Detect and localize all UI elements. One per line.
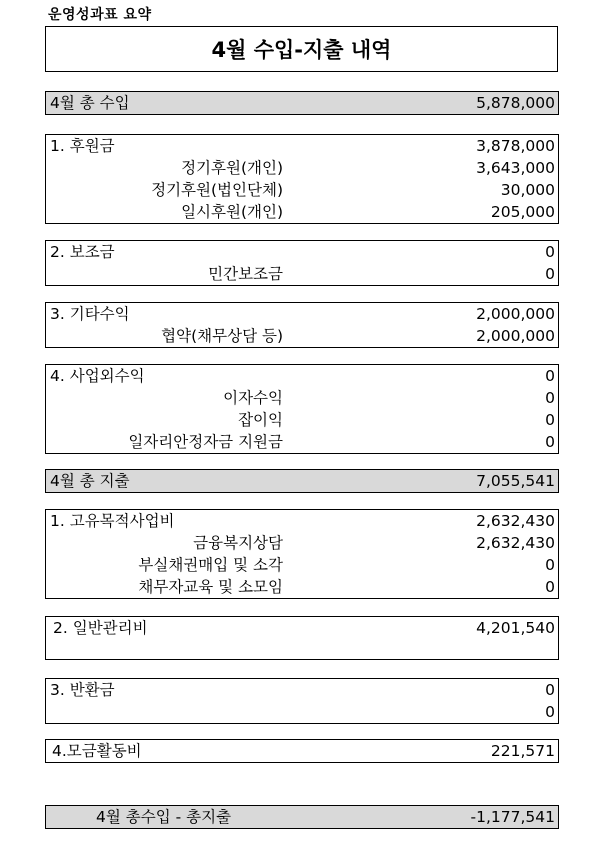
item-value: 0	[545, 389, 555, 407]
income-section-donations	[45, 134, 559, 224]
expense-total-label: 4월 총 지출	[50, 472, 130, 490]
section-label: 1. 고유목적사업비	[50, 512, 175, 530]
item-value: 3,643,000	[476, 159, 555, 177]
section-value: 221,571	[490, 742, 555, 760]
section-extra-value: 0	[545, 703, 555, 721]
item-label: 정기후원(법인단체)	[151, 181, 283, 199]
item-value: 2,000,000	[476, 327, 555, 345]
item-value: 0	[545, 411, 555, 429]
expense-total-bar	[45, 469, 559, 493]
income-total-label: 4월 총 수입	[50, 94, 130, 112]
item-label: 잡이익	[238, 411, 283, 429]
item-label: 일시후원(개인)	[181, 203, 283, 221]
item-value: 0	[545, 433, 555, 451]
section-value: 3,878,000	[476, 137, 555, 155]
section-label: 3. 기타수익	[50, 305, 130, 323]
net-total-bar	[45, 805, 559, 829]
income-total-bar	[45, 91, 559, 115]
main-title: 4월 수입-지출 내역	[45, 26, 558, 72]
section-value: 0	[545, 367, 555, 385]
item-label: 채무자교육 및 소모임	[138, 578, 283, 596]
section-label: 1. 후원금	[50, 137, 115, 155]
income-total-value: 5,878,000	[476, 94, 555, 112]
item-label: 협약(채무상담 등)	[161, 327, 283, 345]
section-label: 2. 보조금	[50, 243, 115, 261]
document-title: 운영성과표 요약	[48, 7, 152, 23]
net-value: -1,177,541	[470, 808, 555, 826]
net-label: 4월 총수입 - 총지출	[96, 808, 232, 826]
item-label: 민간보조금	[208, 265, 283, 283]
item-value: 0	[545, 578, 555, 596]
income-section-other	[45, 302, 559, 348]
item-label: 일자리안정자금 지원금	[128, 433, 283, 451]
section-value: 2,632,430	[476, 512, 555, 530]
item-label: 이자수익	[223, 389, 283, 407]
section-label: 4.모금활동비	[52, 742, 142, 760]
section-value: 0	[545, 681, 555, 699]
item-label: 금융복지상담	[193, 534, 283, 552]
expense-total-value: 7,055,541	[476, 472, 555, 490]
section-value: 0	[545, 243, 555, 261]
income-section-subsidy	[45, 240, 559, 286]
item-value: 30,000	[500, 181, 555, 199]
section-value: 4,201,540	[476, 619, 555, 637]
section-label: 3. 반환금	[50, 681, 115, 699]
item-value: 205,000	[490, 203, 555, 221]
expense-section-purpose	[45, 509, 559, 599]
expense-section-refund	[45, 678, 559, 724]
section-value: 2,000,000	[476, 305, 555, 323]
income-section-nonoperating	[45, 364, 559, 454]
item-value: 0	[545, 556, 555, 574]
section-label: 2. 일반관리비	[53, 619, 148, 637]
expense-section-fundraising	[45, 739, 559, 763]
section-label: 4. 사업외수익	[50, 367, 145, 385]
item-value: 0	[545, 265, 555, 283]
item-label: 부실채권매입 및 소각	[138, 556, 283, 574]
expense-section-admin	[45, 616, 559, 660]
item-label: 정기후원(개인)	[181, 159, 283, 177]
item-value: 2,632,430	[476, 534, 555, 552]
